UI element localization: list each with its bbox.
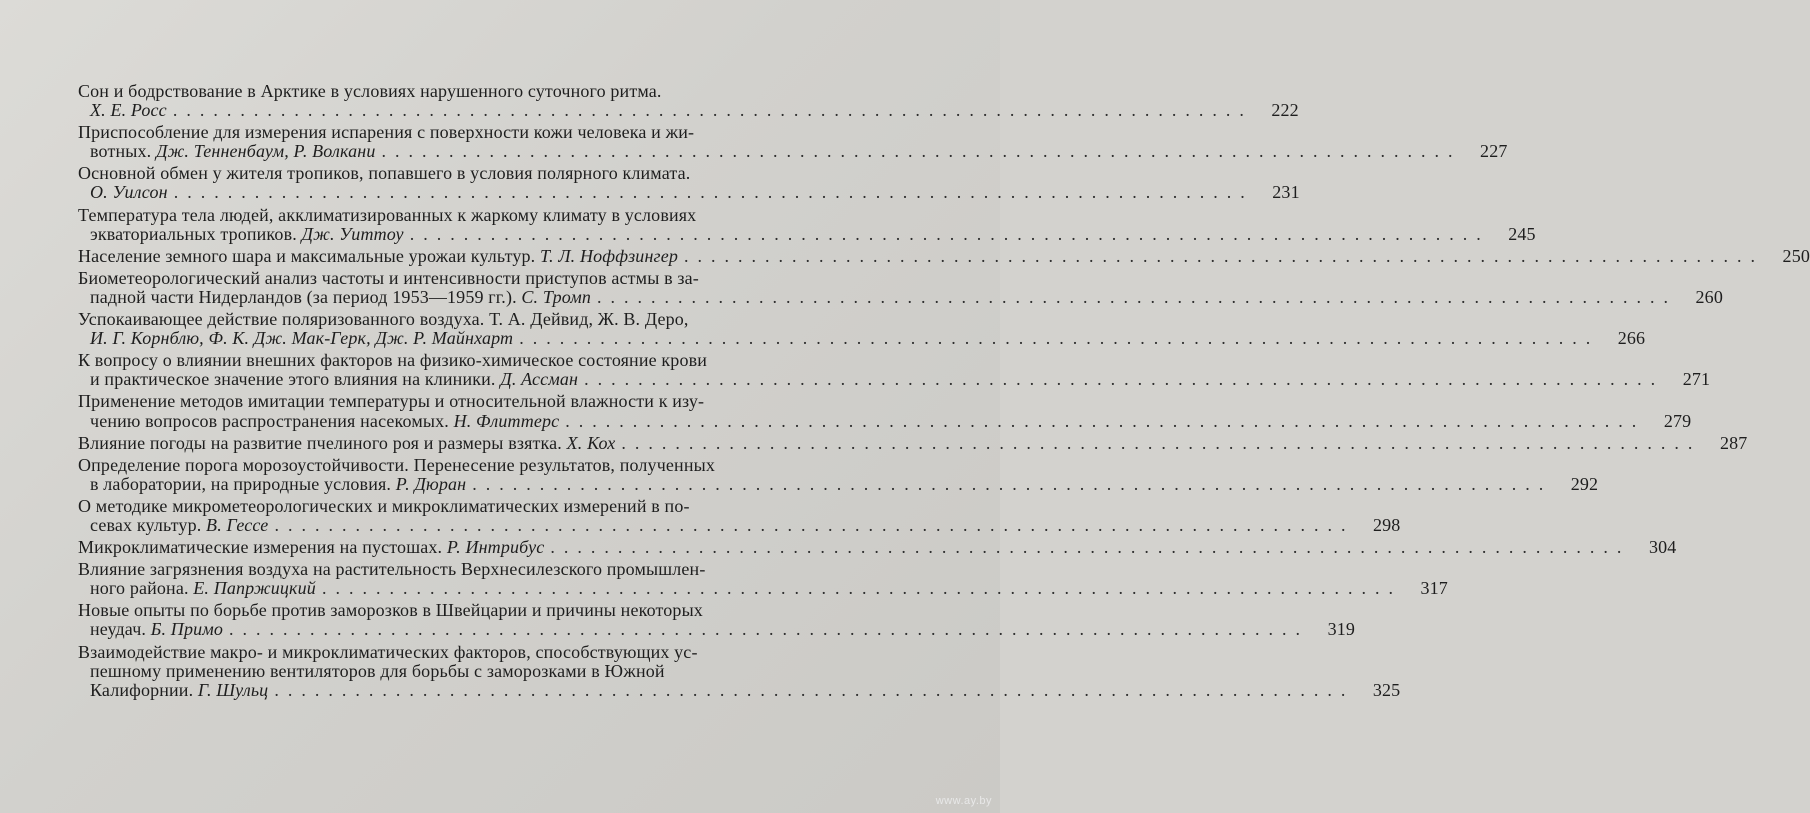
- toc-entry: [78, 454, 1599, 494]
- entry-title-end: и практическое значение этого влияния на клиники.: [90, 369, 501, 390]
- toc-entry: [78, 537, 1677, 558]
- entry-title-end: Калифорнии.: [90, 679, 198, 700]
- entry-last-line: [78, 537, 1677, 558]
- dot-leader: ................................................................................: [621, 432, 1702, 453]
- entry-last-line: [78, 182, 1300, 203]
- entry-author: Е. Папржицкий: [193, 578, 316, 599]
- dot-leader: ................................................................................: [565, 410, 1646, 431]
- entry-title-line: Влияние загрязнения воздуха на растительность Верхнесилезского промышлен-: [78, 559, 706, 580]
- dot-leader: ................................................................................: [173, 182, 1254, 203]
- table-of-contents: [78, 81, 1810, 703]
- dot-leader: ................................................................................: [274, 514, 1355, 535]
- entry-title-end: ного района.: [90, 578, 194, 599]
- entry-last-text: [78, 434, 615, 453]
- entry-last-text: [90, 475, 466, 494]
- entry-last-text: [90, 516, 268, 535]
- entry-last-line: [78, 410, 1692, 431]
- toc-entry: [78, 350, 1711, 390]
- entry-last-text: [90, 288, 591, 307]
- dot-leader: ................................................................................: [550, 537, 1631, 558]
- dot-leader: ................................................................................: [381, 141, 1462, 162]
- dot-leader: ................................................................................: [409, 223, 1490, 244]
- entry-last-line: [78, 514, 1401, 535]
- entry-last-line: [78, 245, 1810, 266]
- entry-last-line: [78, 286, 1723, 307]
- entry-author: О. Уилсон: [90, 182, 168, 203]
- entry-last-line: [78, 619, 1356, 640]
- entry-last-text: [90, 579, 316, 598]
- entry-author: В. Гессе: [206, 514, 269, 535]
- entry-title-end: вотных.: [90, 141, 156, 162]
- toc-entry: [78, 641, 1401, 700]
- entry-title-end: неудач.: [90, 619, 151, 640]
- dot-leader: ................................................................................: [596, 286, 1677, 307]
- page-number: 222: [1271, 100, 1299, 121]
- watermark: www.ay.by: [935, 795, 992, 807]
- entry-title-end: падной части Нидерландов (за период 1953—1959 гг.).: [90, 286, 522, 307]
- entry-author: Х. Кох: [566, 432, 616, 453]
- entry-last-text: [90, 142, 376, 161]
- toc-entry: [78, 122, 1508, 162]
- entry-last-line: [78, 328, 1646, 349]
- entry-title-line: Новые опыты по борьбе против заморозков в Швейцарии и причины некоторых: [78, 600, 703, 621]
- toc-entry: [78, 600, 1356, 640]
- entry-last-text: [90, 225, 404, 244]
- entry-title-line: Определение порога морозоустойчивости. Перенесение результатов, полученных: [78, 454, 715, 475]
- page-number: 227: [1480, 141, 1508, 162]
- page-number: 260: [1695, 286, 1723, 307]
- entry-last-line: [78, 100, 1299, 121]
- toc-entry: [78, 245, 1810, 266]
- entry-last-text: [90, 183, 168, 202]
- page-number: 319: [1327, 619, 1356, 640]
- entry-title-line: пешному применению вентиляторов для борьбы с заморозками в Южной: [90, 660, 665, 681]
- entry-author: Б. Примо: [150, 619, 224, 640]
- page-number: 245: [1508, 223, 1536, 244]
- dot-leader: ................................................................................: [584, 369, 1665, 390]
- dot-leader: ................................................................................: [684, 245, 1764, 266]
- entry-last-text: [90, 620, 223, 639]
- entry-title-line: Успокаивающее действие поляризованного воздуха. Т. А. Дейвид, Ж. В. Деро,: [78, 309, 689, 330]
- entry-last-line: [78, 679, 1401, 700]
- entry-title-line: Биометеорологический анализ частоты и интенсивности приступов астмы в за-: [78, 267, 699, 288]
- entry-title-line: Температура тела людей, акклиматизированных к жаркому климату в условиях: [78, 204, 697, 225]
- dot-leader: ................................................................................: [274, 679, 1355, 700]
- entry-title-line: К вопросу о влиянии внешних факторов на физико-химическое состояние крови: [78, 350, 708, 371]
- entry-title-end: экваториальных тропиков.: [90, 223, 302, 244]
- entry-title-line: О методике микрометеорологических и микроклиматических измерений в по-: [78, 495, 690, 516]
- entry-title-end: чению вопросов распространения насекомых.: [90, 410, 454, 431]
- entry-last-line: [78, 432, 1748, 453]
- entry-last-text: [78, 538, 544, 557]
- entry-last-line: [78, 369, 1711, 390]
- entry-last-text: [90, 370, 578, 389]
- entry-title-end: Население земного шара и максимальные урожаи культур.: [78, 245, 540, 266]
- entry-title-end: севах культур.: [90, 514, 207, 535]
- page-number: 304: [1648, 537, 1677, 558]
- page-number: 231: [1272, 182, 1300, 203]
- page-number: 292: [1570, 473, 1599, 494]
- page-number: 325: [1372, 679, 1401, 700]
- entry-last-line: [78, 473, 1599, 494]
- entry-last-line: [78, 223, 1536, 244]
- entry-author: Дж. Тенненбаум, Р. Волкани: [155, 141, 376, 162]
- entry-author: Р. Интрибус: [446, 537, 545, 558]
- entry-author: Т. Л. Ноффзингер: [540, 245, 678, 266]
- page-number: 266: [1617, 328, 1646, 349]
- dot-leader: ................................................................................: [172, 100, 1253, 121]
- entry-last-text: [78, 247, 678, 266]
- entry-title-end: в лаборатории, на природные условия.: [90, 473, 396, 494]
- entry-title-end: Влияние погоды на развитие пчелиного роя и размеры взятка.: [78, 432, 567, 453]
- page-number: 287: [1719, 432, 1748, 453]
- toc-entry: [78, 267, 1723, 307]
- entry-author: Н. Флиттерс: [453, 410, 560, 431]
- toc-entry: [78, 559, 1448, 599]
- page-number: 250: [1782, 245, 1810, 266]
- page-number: 271: [1682, 369, 1711, 390]
- entry-author: Р. Дюран: [395, 473, 467, 494]
- entry-last-text: [90, 101, 167, 120]
- entry-title-end: Микроклиматические измерения на пустошах.: [78, 537, 447, 558]
- entry-author: Дж. Уиттоу: [301, 223, 404, 244]
- entry-title-line: Основной обмен у жителя тропиков, попавшего в условия полярного климата.: [78, 163, 691, 184]
- entry-author: Г. Шульц: [197, 679, 269, 700]
- page-number: 298: [1372, 514, 1401, 535]
- entry-last-text: [90, 329, 513, 348]
- toc-entry: [78, 163, 1300, 203]
- entry-author: Х. Е. Росс: [90, 100, 167, 121]
- toc-entry: [78, 495, 1401, 535]
- dot-leader: ................................................................................: [321, 578, 1402, 599]
- entry-author: Д. Ассман: [500, 369, 579, 390]
- page-number: 279: [1663, 410, 1692, 431]
- entry-last-text: [90, 681, 268, 700]
- toc-entry: [78, 391, 1692, 431]
- dot-leader: ................................................................................: [472, 473, 1553, 494]
- toc-entry: [78, 432, 1748, 453]
- toc-entry: [78, 309, 1646, 349]
- entry-author: С. Тромп: [521, 286, 591, 307]
- entry-title-line: Взаимодействие макро- и микроклиматических факторов, способствующих ус-: [78, 641, 698, 662]
- entry-title-line: Приспособление для измерения испарения с поверхности кожи человека и жи-: [78, 122, 695, 143]
- dot-leader: ................................................................................: [229, 619, 1310, 640]
- entry-title-line: Сон и бодрствование в Арктике в условиях нарушенного суточного ритма.: [78, 81, 662, 101]
- dot-leader: ................................................................................: [519, 328, 1600, 349]
- entry-last-line: [78, 578, 1448, 599]
- page-number: 317: [1420, 578, 1448, 599]
- toc-entry: [78, 204, 1536, 244]
- toc-entry: [78, 81, 1299, 121]
- entry-author: И. Г. Корнблю, Ф. К. Дж. Мак-Герк, Дж. Р. Майнхарт: [90, 328, 514, 349]
- entry-title-line: Применение методов имитации температуры и относительной влажности к изу-: [78, 391, 705, 412]
- entry-last-text: [90, 412, 559, 431]
- entry-last-line: [78, 141, 1508, 162]
